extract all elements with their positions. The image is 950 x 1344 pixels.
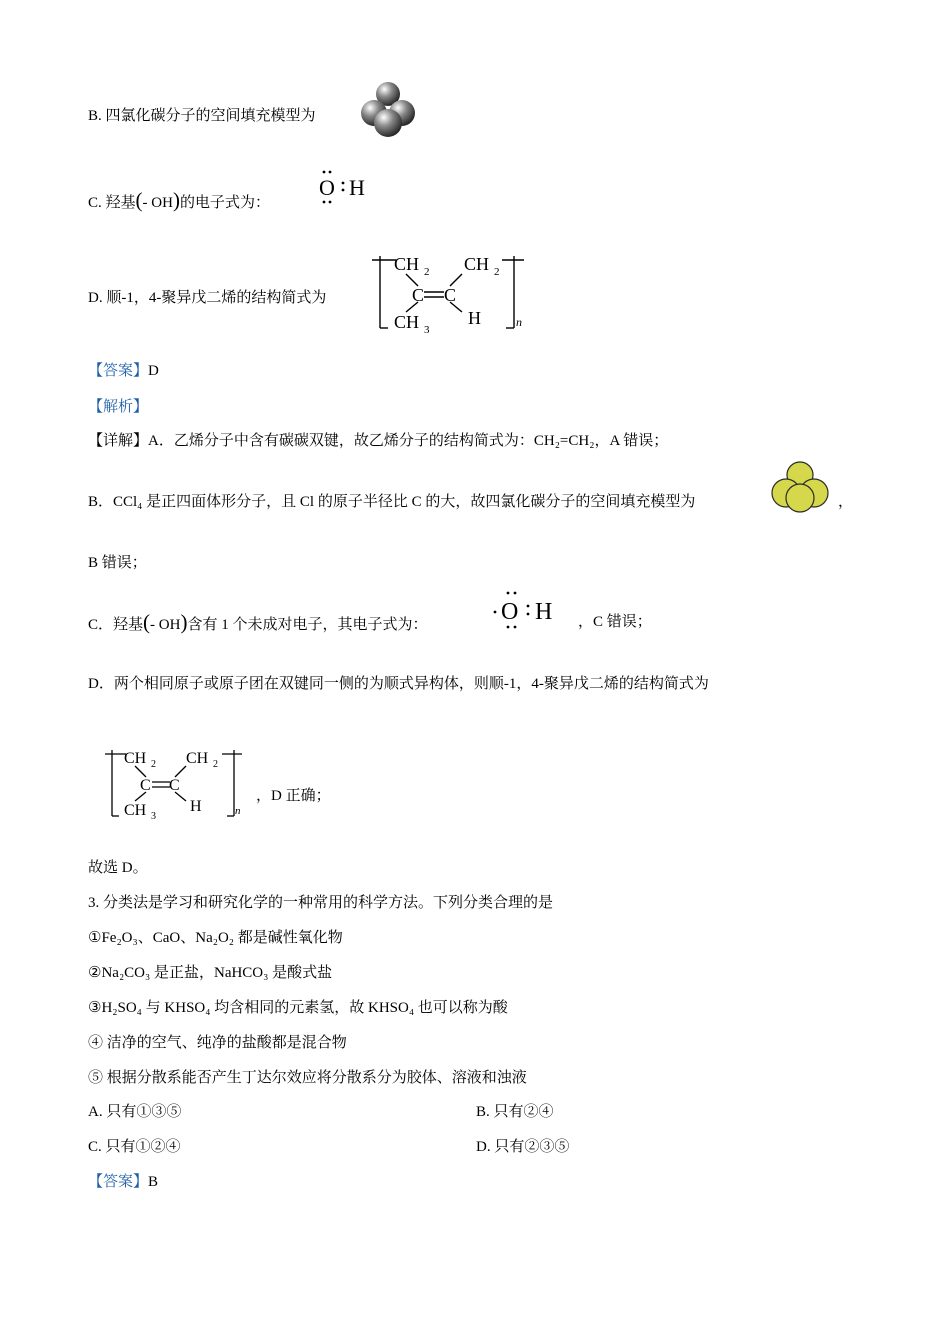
- svg-text:O: O: [501, 599, 519, 625]
- conclusion: 故选 D。: [88, 860, 148, 876]
- q3-statement-1: ①Fe₂O₃、CaO、Na₂O₂ 都是碱性氧化物: [88, 930, 343, 946]
- svg-text:CH: CH: [394, 312, 420, 332]
- q3-option-b: B. 只有②④: [476, 1104, 554, 1120]
- cis-polyisoprene-structure-1: [368, 248, 533, 338]
- detail-b-end: B 错误；: [88, 555, 147, 571]
- svg-text:C: C: [140, 777, 151, 794]
- q3-statement-3: ③H₂SO₄ 与 KHSO₄ 均含相同的元素氢，故 KHSO₄ 也可以称为酸: [88, 1000, 508, 1016]
- q3-statement-2: ②Na₂CO₃ 是正盐，NaHCO₃ 是酸式盐: [88, 965, 333, 981]
- svg-text:3: 3: [151, 811, 156, 822]
- svg-text:H: H: [535, 599, 553, 625]
- answer-line-2: 【答案】B: [88, 1174, 159, 1190]
- ccl4-gray-model: [355, 80, 421, 140]
- ccl4-yellow-model: [770, 460, 830, 516]
- svg-text:C: C: [412, 285, 425, 305]
- detail-a: 【详解】A．乙烯分子中含有碳碳双键，故乙烯分子的结构简式为：CH₂=CH₂，A 错误；: [88, 433, 669, 449]
- svg-text:CH: CH: [464, 254, 490, 274]
- svg-text:H: H: [468, 308, 481, 328]
- svg-text:CH: CH: [186, 750, 209, 767]
- cis-polyisoprene-structure-2: [102, 744, 252, 824]
- svg-text:2: 2: [151, 759, 156, 770]
- option-d: D. 顺-1，4-聚异戊二烯的结构简式为: [88, 290, 327, 306]
- svg-text:CH: CH: [394, 254, 420, 274]
- q3-statement-4: ④ 洁净的空气、纯净的盐酸都是混合物: [88, 1035, 347, 1051]
- detail-b-comma: ，: [838, 494, 854, 510]
- svg-text:2: 2: [213, 759, 218, 770]
- q3-statement-5: ⑤ 根据分散系能否产生丁达尔效应将分散系分为胶体、溶液和浊液: [88, 1070, 527, 1086]
- svg-text:2: 2: [494, 266, 500, 278]
- detail-b: B．CCl₄ 是正四面体形分子，且 Cl 的原子半径比 C 的大，故四氯化碳分子的空间填充模型为: [88, 494, 696, 510]
- detail-c: C．羟基(- OH)含有 1 个未成对电子，其电子式为：: [88, 610, 428, 634]
- hydroxyl-electron-formula-2: [490, 588, 562, 632]
- svg-text:n: n: [235, 805, 241, 817]
- answer-line-1: 【答案】D: [88, 363, 159, 379]
- svg-text:CH: CH: [124, 750, 147, 767]
- svg-text:C: C: [169, 777, 180, 794]
- svg-text:O: O: [319, 175, 335, 200]
- svg-text:3: 3: [424, 324, 430, 336]
- detail-d-end: ，D 正确；: [256, 788, 331, 804]
- analysis-tag: 【解析】: [88, 399, 149, 415]
- svg-text:H: H: [190, 798, 202, 815]
- q3-option-a: A. 只有①③⑤: [88, 1104, 182, 1120]
- option-c: C. 羟基(- OH)的电子式为：: [88, 188, 270, 212]
- detail-d: D．两个相同原子或原子团在双键同一侧的为顺式异构体，则顺-1，4-聚异戊二烯的结构简式为: [88, 676, 709, 692]
- svg-text:H: H: [349, 175, 365, 200]
- svg-text:C: C: [444, 285, 457, 305]
- detail-c-end: ，C 错误；: [578, 614, 652, 630]
- option-b: B. 四氯化碳分子的空间填充模型为: [88, 108, 316, 124]
- q3-option-c: C. 只有①②④: [88, 1139, 181, 1155]
- hydroxyl-electron-formula-1: [315, 168, 375, 208]
- q3-option-d: D. 只有②③⑤: [476, 1139, 570, 1155]
- svg-text:2: 2: [424, 266, 430, 278]
- q3-stem: 3. 分类法是学习和研究化学的一种常用的科学方法。下列分类合理的是: [88, 895, 554, 911]
- svg-text:n: n: [516, 315, 522, 329]
- svg-text:CH: CH: [124, 802, 147, 819]
